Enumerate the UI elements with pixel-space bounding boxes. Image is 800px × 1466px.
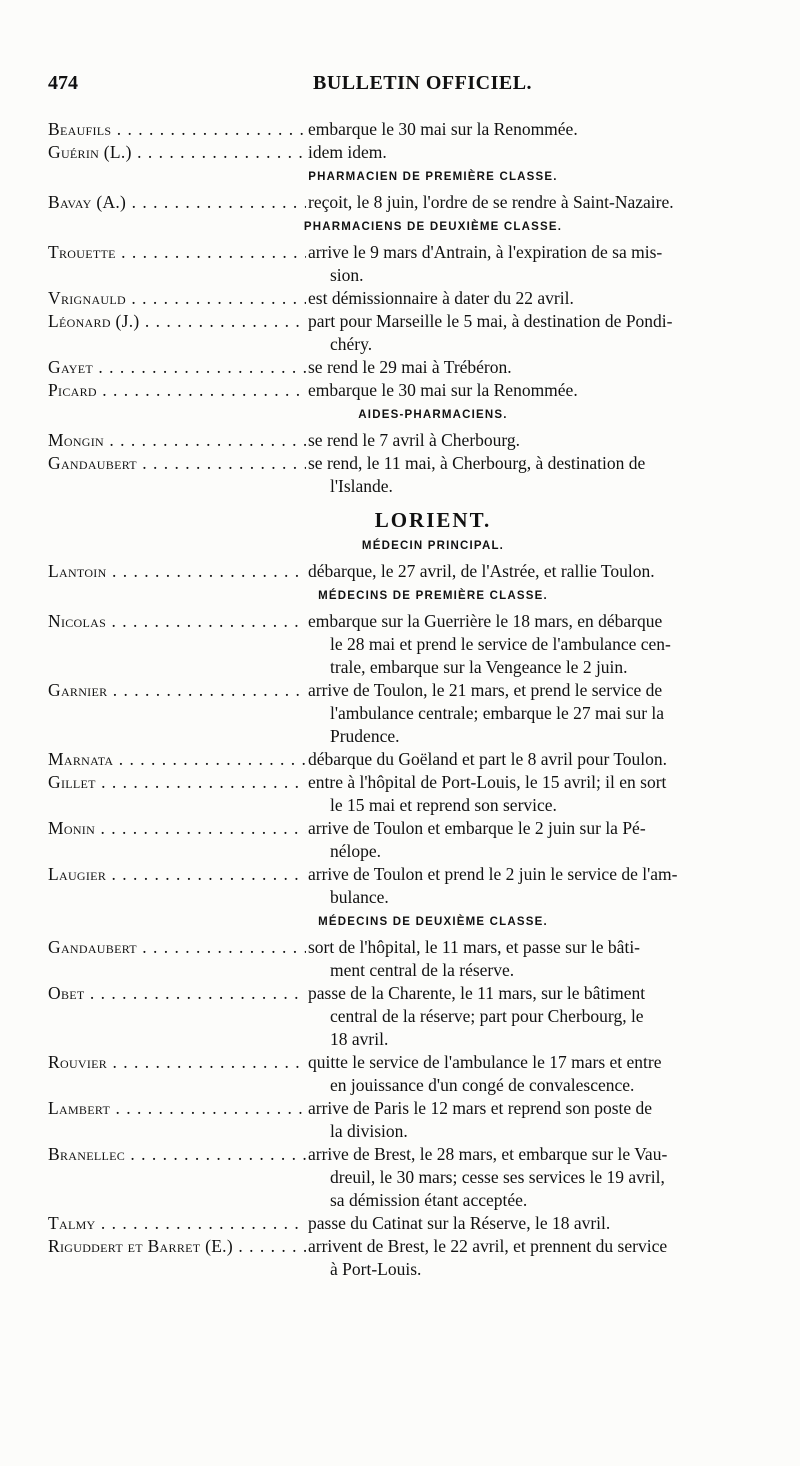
entry-line: se rend le 29 mai à Trébéron. [308,357,512,377]
personnel-entry [48,310,758,356]
personnel-entry [48,1212,758,1235]
entry-line: se rend, le 11 mai, à Cherbourg, à destination de [308,453,646,473]
entry-name: Branellec . . . [48,1143,306,1212]
entry-line: chéry. [330,334,373,354]
entry-name: Gayet . . . [48,356,306,379]
entry-line: passe de la Charente, le 11 mars, sur le bâtiment [308,983,646,1003]
section-heading-aides: AIDES-PHARMACIENS. [358,409,508,421]
personnel-entry [48,863,758,909]
entry-name: Léonard (J.) . . . [48,310,306,356]
entry-text [306,1051,758,1097]
document-body [48,118,758,1281]
entry-line: la division. [330,1121,408,1141]
entry-text [306,1143,758,1212]
entry-name: Talmy . . . [48,1212,306,1235]
entry-name: Gillet . . . [48,771,306,817]
entry-text [306,936,758,982]
entry-name: Gandaubert . . . [48,936,306,982]
entry-text [306,1097,758,1143]
entry-name: Monin . . . [48,817,306,863]
entry-name: Gandaubert . . . [48,452,306,498]
personnel-entry [48,452,758,498]
entry-text [306,379,758,402]
entry-line: arrive de Paris le 12 mars et reprend son poste de [308,1098,653,1118]
personnel-entry [48,379,758,402]
entry-text [306,1235,758,1281]
entry-line: débarque du Goëland et part le 8 avril pour Toulon. [308,749,668,769]
section-heading-pharmaciens-2: PHARMACIENS DE DEUXIÈME CLASSE. [303,221,563,233]
entry-line: arrivent de Brest, le 22 avril, et prennent du service [308,1236,668,1256]
section-heading-medecin-principal: MÉDECIN PRINCIPAL. [361,540,505,552]
entry-line: arrive de Toulon, le 21 mars, et prend le service de [308,680,663,700]
entry-line: embarque le 30 mai sur la Renommée. [308,119,578,139]
entry-line: bulance. [330,887,389,907]
entry-line: se rend le 7 avril à Cherbourg. [308,430,521,450]
entry-line: à Port-Louis. [330,1259,422,1279]
section-heading-medecins-1: MÉDECINS DE PREMIÈRE CLASSE. [318,590,548,602]
entry-text [306,452,758,498]
entry-line: arrive de Toulon et embarque le 2 juin sur la Pé- [308,818,646,838]
entry-line: sa démission étant acceptée. [330,1190,528,1210]
entry-name: Bavay (A.) . . . [48,191,306,214]
entry-line: central de la réserve; part pour Cherbourg, le [330,1006,644,1026]
entry-line: l'ambulance centrale; embarque le 27 mai sur la [330,703,665,723]
entry-text [306,429,758,452]
entry-text [306,191,758,214]
entry-line: embarque le 30 mai sur la Renommée. [308,380,578,400]
entry-line: le 15 mai et reprend son service. [330,795,557,815]
entry-line: arrive de Brest, le 28 mars, et embarque sur le Vau- [308,1144,668,1164]
page-number: 474 [48,72,78,94]
personnel-entry [48,1235,758,1281]
entry-name: Trouette . . . [48,241,306,287]
personnel-entry [48,287,758,310]
personnel-entry [48,356,758,379]
entry-name: Guérin (L.) . . . [48,141,306,164]
city-heading: LORIENT. [374,508,492,532]
entry-line: quitte le service de l'ambulance le 17 mars et entre [308,1052,662,1072]
entry-text [306,863,758,909]
entry-text [306,241,758,287]
entry-line: Prudence. [330,726,400,746]
personnel-entry [48,748,758,771]
entry-line: dreuil, le 30 mars; cesse ses services le 19 avril, [330,1167,665,1187]
entry-line: est démissionnaire à dater du 22 avril. [308,288,574,308]
entry-text [306,310,758,356]
entry-name: Laugier . . . [48,863,306,909]
entry-line: l'Islande. [330,476,393,496]
entry-line: sion. [330,265,364,285]
entry-line: reçoit, le 8 juin, l'ordre de se rendre à Saint-Nazaire. [308,192,674,212]
entry-line: embarque sur la Guerrière le 18 mars, en débarque [308,611,663,631]
personnel-entry [48,817,758,863]
entry-text [306,287,758,310]
entry-name: Lambert . . . [48,1097,306,1143]
personnel-entry [48,1097,758,1143]
entry-text [306,356,758,379]
entry-text [306,817,758,863]
entry-line: en jouissance d'un congé de convalescence. [330,1075,635,1095]
entry-line: débarque, le 27 avril, de l'Astrée, et rallie Toulon. [308,561,655,581]
entry-line: entre à l'hôpital de Port-Louis, le 15 avril; il en sort [308,772,667,792]
entry-line: part pour Marseille le 5 mai, à destination de Pondi- [308,311,673,331]
page-header [48,72,758,102]
entry-name: Rouvier . . . [48,1051,306,1097]
entry-text [306,679,758,748]
entry-name: Mongin . . . [48,429,306,452]
personnel-entry [48,982,758,1051]
entry-text [306,748,758,771]
entry-name: Obet . . . [48,982,306,1051]
personnel-entry [48,679,758,748]
entry-name: Vrignauld . . . [48,287,306,310]
entry-line: arrive le 9 mars d'Antrain, à l'expiration de sa mis- [308,242,663,262]
personnel-entry [48,560,758,583]
personnel-entry [48,610,758,679]
personnel-entry [48,1143,758,1212]
entry-text [306,771,758,817]
personnel-entry [48,191,758,214]
entry-line: arrive de Toulon et prend le 2 juin le service de l'am- [308,864,678,884]
entry-name: Picard . . . [48,379,306,402]
entry-text [306,982,758,1051]
entry-line: idem idem. [308,142,387,162]
entry-text [306,560,758,583]
entry-text [306,1212,758,1235]
entry-line: trale, embarque sur la Vengeance le 2 juin. [330,657,628,677]
entry-name: Garnier . . . [48,679,306,748]
entry-line: passe du Catinat sur la Réserve, le 18 avril. [308,1213,611,1233]
personnel-entry [48,429,758,452]
entry-line: sort de l'hôpital, le 11 mars, et passe sur le bâti- [308,937,641,957]
entry-name: Lantoin . . . [48,560,306,583]
entry-name: Riguddert et Barret (E.) . . . [48,1235,306,1281]
personnel-entry [48,118,758,141]
entry-name: Nicolas . . . [48,610,306,679]
entry-name: Beaufils . . . [48,118,306,141]
entry-name: Marnata . . . [48,748,306,771]
personnel-entry [48,241,758,287]
entry-line: 18 avril. [330,1029,389,1049]
section-heading-medecins-2: MÉDECINS DE DEUXIÈME CLASSE. [318,916,548,928]
entry-line: ment central de la réserve. [330,960,515,980]
entry-text [306,118,758,141]
personnel-entry [48,936,758,982]
entry-line: le 28 mai et prend le service de l'ambulance cen- [330,634,671,654]
personnel-entry [48,771,758,817]
journal-title: BULLETIN OFFICIEL. [313,72,533,94]
personnel-entry [48,141,758,164]
entry-text [306,610,758,679]
entry-text [306,141,758,164]
personnel-entry [48,1051,758,1097]
section-heading-pharmacien-1: PHARMACIEN DE PREMIÈRE CLASSE. [308,171,558,183]
entry-line: nélope. [330,841,382,861]
